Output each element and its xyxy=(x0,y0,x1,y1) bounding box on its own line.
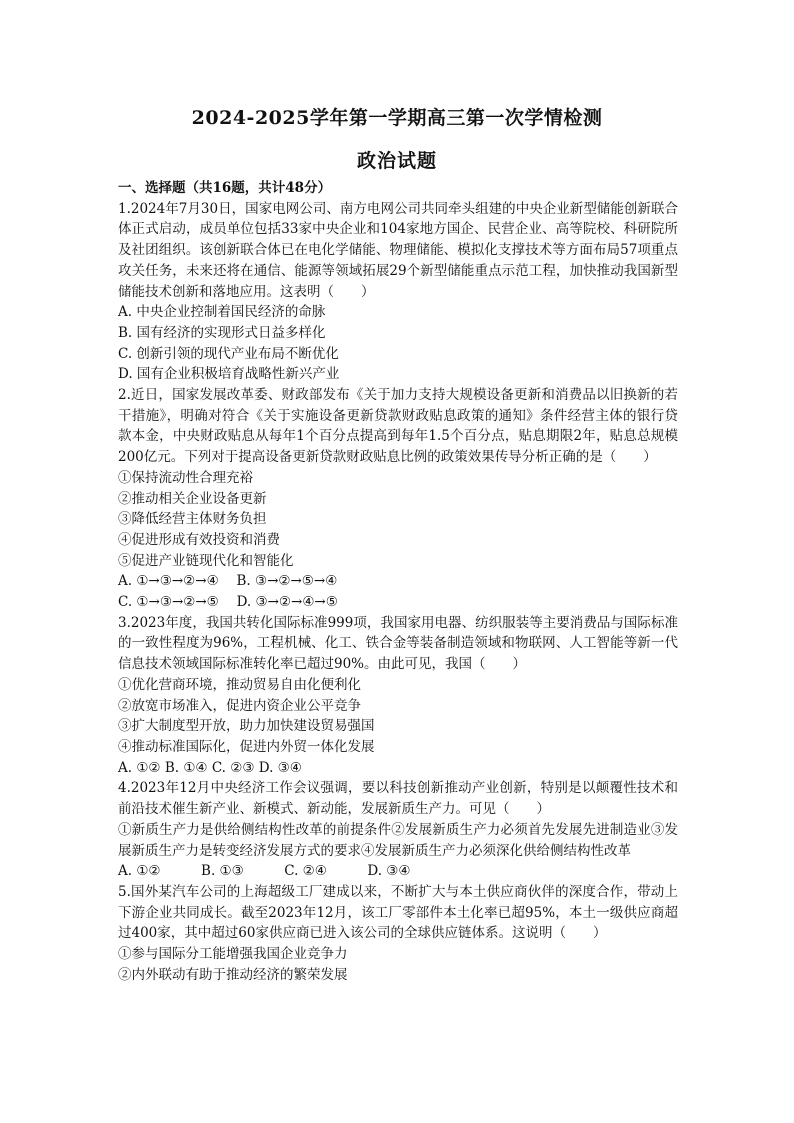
question-1-option-d: D. 国有企业积极培育战略性新兴产业 xyxy=(118,366,340,383)
exam-title: 2024-2025学年第一学期高三第一次学情检测 xyxy=(191,107,603,129)
question-2-item: ③降低经营主体财务负担 xyxy=(118,511,267,528)
question-3-stem: 3.2023年度，我国共转化国际标准999项，我国家用电器、纺织服装等主要消费品与国际标准的一致性程度为96%，工程机械、化工、铁合金等装备制造领域和物联网、人工智能等新一代信息技术领域国际标准转化率已超过90%。由此可见，我国（ ） xyxy=(118,614,678,673)
question-5-item: ①参与国际分工能增强我国企业竞争力 xyxy=(118,946,348,963)
question-4-options: A. ①② B. ①③ C. ②④ D. ③④ xyxy=(118,863,411,880)
question-1-option-a: A. 中央企业控制着国民经济的命脉 xyxy=(118,304,326,321)
question-4-stem: 4.2023年12月中央经济工作会议强调，要以科技创新推动产业创新，特别是以颠覆性技术和前沿技术催生新产业、新模式、新动能，发展新质生产力。可见（ ） xyxy=(118,780,678,818)
question-5-stem: 5.国外某汽车公司的上海超级工厂建成以来，不断扩大与本土供应商伙伴的深度合作，带动上下游企业共同成长。截至2023年12月，该工厂零部件本土化率已超95%，本土一级供应商超过400家，其中超过60家供应商已进入该公司的全球供应链体系。这说明（ ） xyxy=(118,883,678,942)
question-1-option-c: C. 创新引领的现代产业布局不断优化 xyxy=(118,345,339,362)
question-2-stem: 2.近日，国家发展改革委、财政部发布《关于加力支持大规模设备更新和消费品以旧换新的若干措施》，明确对符合《关于实施设备更新贷款财政贴息政策的通知》条件经营主体的银行贷款本金，中央财政贴息从每年1个百分点提高到每年1.5个百分点，贴息期限2年，贴息总规模200亿元。下列对于提高设备更新贷款财政贴息比例的政策效果传导分析正确的是（ ） xyxy=(118,387,678,466)
question-2-options-row-1: A. ①→③→②→④ B. ③→②→⑤→④ xyxy=(118,573,338,590)
question-1-option-b: B. 国有经济的实现形式日益多样化 xyxy=(118,324,326,341)
question-2-options-row-2: C. ①→③→②→⑤ D. ③→②→④→⑤ xyxy=(118,594,338,611)
question-3-item: ②放宽市场准入，促进内资企业公平竞争 xyxy=(118,697,361,714)
question-3-item: ①优化营商环境，推动贸易自由化便利化 xyxy=(118,676,361,693)
question-2-item: ⑤促进产业链现代化和智能化 xyxy=(118,552,294,569)
question-3-item: ③扩大制度型开放，助力加快建设贸易强国 xyxy=(118,718,375,735)
exam-subtitle: 政治试题 xyxy=(356,150,437,172)
question-2-item: ②推动相关企业设备更新 xyxy=(118,490,267,507)
question-2-item: ④促进形成有效投资和消费 xyxy=(118,531,280,548)
question-4-items: ①新质生产力是供给侧结构性改革的前提条件②发展新质生产力必须首先发展先进制造业③发展新质生产力是转变经济发展方式的要求④发展新质生产力必须深化供给侧结构性改革 xyxy=(118,821,678,859)
section-heading: 一、选择题（共16题，共计48分） xyxy=(118,180,332,196)
question-5-item: ②内外联动有助于推动经济的繁荣发展 xyxy=(118,966,348,983)
question-2-item: ①保持流动性合理充裕 xyxy=(118,469,253,486)
exam-content xyxy=(118,178,678,985)
question-1-stem: 1.2024年7月30日，国家电网公司、南方电网公司共同牵头组建的中央企业新型储能创新联合体正式启动，成员单位包括33家中央企业和104家地方国企、民营企业、高等院校、科研院所及社团组织。该创新联合体已在电化学储能、物理储能、模拟化支撑技术等方面布局57项重点攻关任务，未来还将在通信、能源等领域拓展29个新型储能重点示范工程，加快推动我国新型储能技术创新和落地应用。这表明（ ） xyxy=(118,200,678,300)
question-3-item: ④推动标准国际化，促进内外贸一体化发展 xyxy=(118,738,375,755)
question-3-options: A. ①② B. ①④ C. ②③ D. ③④ xyxy=(118,759,302,776)
